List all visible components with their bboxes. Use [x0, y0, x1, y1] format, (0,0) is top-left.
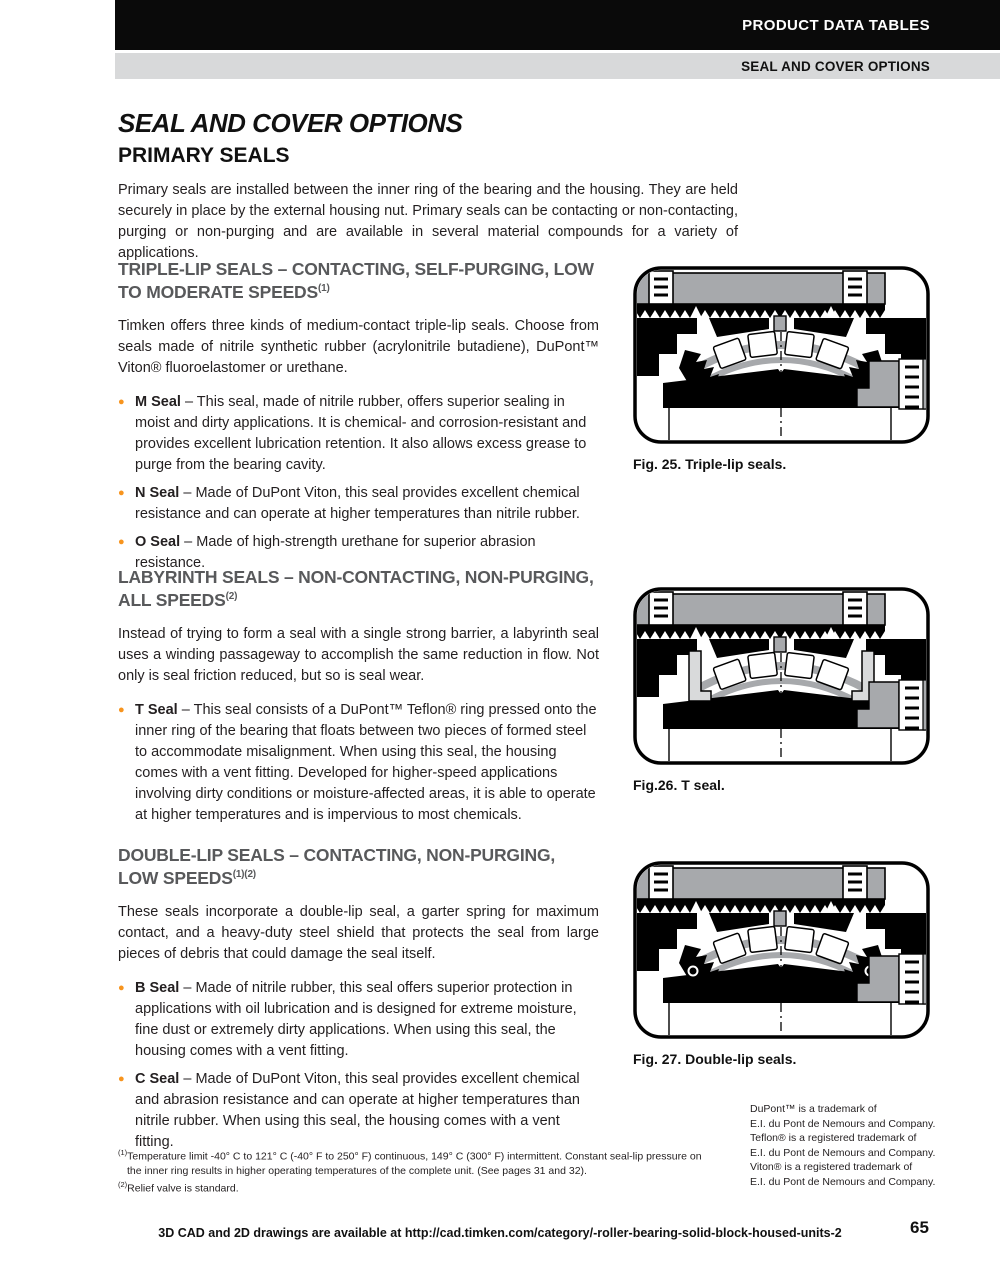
figure-27: [633, 861, 930, 1067]
list-item-m-seal: [118, 392, 599, 476]
seal-description: – This seal consists of a DuPont™ Teflon® ring pressed onto the inner ring of the bearing that floats between two pieces of formed steel to accommodate misalignment. When using this seal, the housing comes with a vent fitting. Developed for higher-speed applications involving dirty conditions or moisture-affected areas, it is able to operate at higher temperatures and is impervious to most chemicals.: [135, 702, 597, 823]
trademark-notes: [750, 1102, 990, 1189]
figure-26-artwork: [633, 587, 930, 770]
footnote-text: Relief valve is standard.: [127, 1182, 239, 1194]
figure-27-artwork: [633, 861, 930, 1044]
header-black-band: [115, 0, 1000, 50]
seal-description: – Made of DuPont Viton, this seal provides excellent chemical resistance and can operate at higher temperatures than nitrile rubber.: [135, 485, 580, 522]
trademark-line: E.I. du Pont de Nemours and Company.: [750, 1175, 936, 1188]
figure-caption: Fig. 25. Triple-lip seals.: [633, 456, 787, 472]
section-paragraph: Timken offers three kinds of medium-contact triple-lip seals. Choose from seals made of nitrile synthetic rubber (acrylonitrile butadiene), DuPont™ Viton® fluoroelastomer or urethane.: [118, 318, 599, 376]
bearing-cross-section-diagram: [633, 266, 930, 444]
seal-description: – Made of high-strength urethane for superior abrasion resistance.: [135, 534, 536, 571]
footnotes: [118, 1146, 703, 1195]
figure-caption: Fig. 27. Double-lip seals.: [633, 1051, 797, 1067]
seal-name: O Seal: [135, 534, 181, 550]
page-number: 65: [910, 1218, 929, 1237]
trademark-line: DuPont™ is a trademark of: [750, 1103, 877, 1115]
section-triple-lip-seals: [118, 258, 599, 581]
section-double-lip-seals: [118, 844, 599, 1160]
section-paragraph: These seals incorporate a double-lip seal, a garter spring for maximum contact, and a heavy-duty steel shield that protects the seal from large pieces of debris that could damage the seal itself.: [118, 904, 599, 962]
section-heading-text: DOUBLE-LIP SEALS – CONTACTING, NON-PURGING, LOW SPEEDS: [118, 845, 556, 888]
header-gray-band: [115, 53, 1000, 79]
seal-name: C Seal: [135, 1071, 180, 1087]
section-heading: [118, 566, 599, 612]
section-heading-footnote-ref: (2): [225, 591, 238, 603]
footnote-2: [118, 1178, 703, 1196]
bullet-list: [118, 700, 599, 826]
seal-description: – Made of nitrile rubber, this seal offers superior protection in applications with oil lubrication and is designed for extreme moisture, fine dust or extremely dirty applications. When using this seal, the housing comes with a vent fitting.: [135, 980, 577, 1059]
footnote-marker: (1): [118, 1148, 128, 1157]
trademark-line: Viton® is a registered trademark of: [750, 1161, 913, 1173]
bullet-list: [118, 978, 599, 1153]
intro-paragraph: Primary seals are installed between the inner ring of the bearing and the housing. They are held securely in place by the external housing nut. Primary seals can be contacting or non-contacting, purging or non-purging and are available in several material compounds for a variety of applications.: [118, 182, 738, 261]
trademark-line: Teflon® is a registered trademark of: [750, 1132, 917, 1144]
seal-name: T Seal: [135, 702, 178, 718]
footer-cad-note: 3D CAD and 2D drawings are available at http://cad.timken.com/category/-roller-bearing-solid-block-housed-units-2: [158, 1226, 842, 1240]
section-heading-footnote-ref: (1)(2): [232, 869, 256, 881]
bearing-cross-section-diagram: [633, 861, 930, 1039]
section-heading: [118, 258, 599, 304]
bullet-list: [118, 392, 599, 574]
footnote-marker: (2): [118, 1179, 128, 1189]
seal-name: M Seal: [135, 394, 181, 410]
header-band-subtitle: SEAL AND COVER OPTIONS: [741, 58, 930, 74]
bearing-cross-section-diagram: [633, 587, 930, 765]
seal-description: – Made of DuPont Viton, this seal provides excellent chemical and abrasion resistance and can operate at higher temperatures than nitrile rubber. When using this seal, the housing comes with a vent fitting.: [135, 1071, 580, 1150]
figure-25: [633, 266, 930, 472]
figure-25-artwork: [633, 266, 930, 449]
page-title: SEAL AND COVER OPTIONS: [118, 108, 463, 138]
trademark-line: E.I. du Pont de Nemours and Company.: [750, 1146, 936, 1159]
page-subtitle: PRIMARY SEALS: [118, 144, 290, 167]
seal-name: N Seal: [135, 485, 180, 501]
section-heading-footnote-ref: (1): [317, 283, 330, 295]
section-heading-text: LABYRINTH SEALS – NON-CONTACTING, NON-PURGING, ALL SPEEDS: [118, 567, 594, 610]
figure-26: [633, 587, 930, 793]
footnote-1: [118, 1146, 703, 1178]
list-item-c-seal: [118, 1069, 599, 1153]
section-labyrinth-seals: [118, 566, 599, 833]
list-item-n-seal: [118, 483, 599, 525]
header-band-title: PRODUCT DATA TABLES: [742, 16, 930, 34]
section-heading: [118, 844, 599, 890]
list-item-t-seal: [118, 700, 599, 826]
section-paragraph: Instead of trying to form a seal with a single strong barrier, a labyrinth seal uses a winding passageway to accomplish the same reduction in flow. Not only is seal friction reduced, but so is seal wear.: [118, 626, 599, 684]
trademark-line: E.I. du Pont de Nemours and Company.: [750, 1117, 936, 1130]
list-item-b-seal: [118, 978, 599, 1062]
seal-name: B Seal: [135, 980, 180, 996]
figure-caption: Fig.26. T seal.: [633, 777, 725, 793]
section-heading-text: TRIPLE-LIP SEALS – CONTACTING, SELF-PURGING, LOW TO MODERATE SPEEDS: [118, 259, 594, 302]
footnote-text: Temperature limit -40° C to 121° C (-40° F to 250° F) continuous, 149° C (300° F) intermittent. Constant seal-lip pressure on the inner ring results in higher operating temperatures of the complete unit. (See pages 31 and 32).: [127, 1150, 702, 1177]
seal-description: – This seal, made of nitrile rubber, offers superior sealing in moist and dirty applications. It is chemical- and corrosion-resistant and provides excellent lubrication retention. It also allows excess grease to purge from the bearing cavity.: [135, 394, 587, 473]
